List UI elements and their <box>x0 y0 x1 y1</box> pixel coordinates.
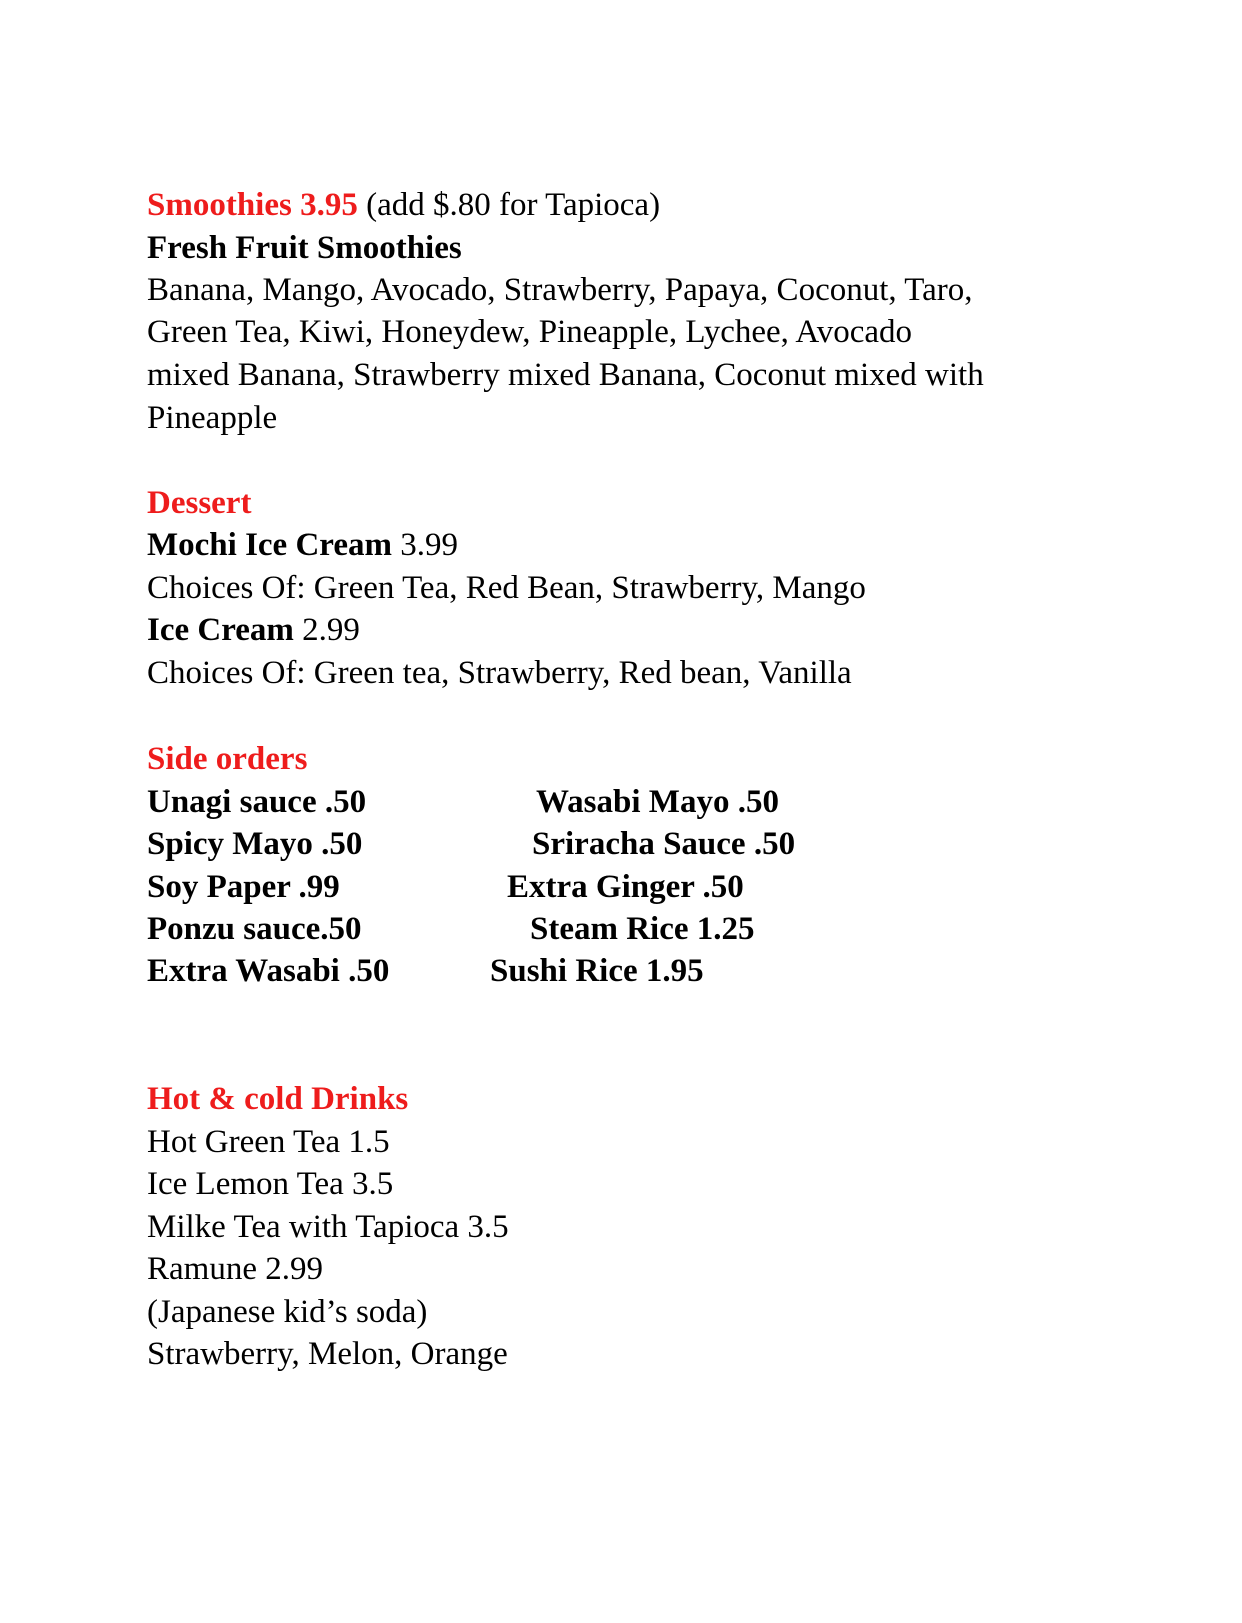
dessert-item-choices: Choices Of: Green tea, Strawberry, Red bean, Vanilla <box>147 655 852 691</box>
smoothies-flavors-line: mixed Banana, Strawberry mixed Banana, Coconut mixed with <box>147 357 984 393</box>
smoothies-subheading: Fresh Fruit Smoothies <box>147 230 462 266</box>
drinks-item: Ramune 2.99 <box>147 1251 323 1287</box>
smoothies-heading-line <box>147 184 660 226</box>
side-order-left: Unagi sauce .50 <box>147 784 367 820</box>
drinks-item: (Japanese kid’s soda) <box>147 1294 428 1330</box>
dessert-item-name: Mochi Ice Cream <box>147 527 392 563</box>
dessert-item-mochi <box>147 524 458 566</box>
side-order-left: Spicy Mayo .50 <box>147 826 363 862</box>
smoothies-flavors-line: Banana, Mango, Avocado, Strawberry, Papaya, Coconut, Taro, <box>147 272 973 308</box>
dessert-item-ice-cream <box>147 609 360 651</box>
drinks-item: Hot Green Tea 1.5 <box>147 1124 390 1160</box>
side-order-right: Steam Rice 1.25 <box>530 911 755 947</box>
drinks-item: Strawberry, Melon, Orange <box>147 1336 508 1372</box>
drinks-heading: Hot & cold Drinks <box>147 1081 409 1117</box>
smoothies-tapioca-note: (add $.80 for Tapioca) <box>357 187 661 223</box>
drinks-item: Ice Lemon Tea 3.5 <box>147 1166 394 1202</box>
dessert-heading: Dessert <box>147 485 252 521</box>
smoothies-heading: Smoothies 3.95 <box>147 187 358 223</box>
side-orders-heading: Side orders <box>147 741 308 777</box>
side-order-left: Extra Wasabi .50 <box>147 953 390 989</box>
side-order-right: Extra Ginger .50 <box>507 869 744 905</box>
dessert-item-name: Ice Cream <box>147 612 294 648</box>
smoothies-flavors-line: Pineapple <box>147 400 278 436</box>
dessert-item-price: 3.99 <box>391 527 458 563</box>
side-order-right: Sushi Rice 1.95 <box>490 953 704 989</box>
drinks-item: Milke Tea with Tapioca 3.5 <box>147 1209 509 1245</box>
side-order-left: Ponzu sauce.50 <box>147 911 362 947</box>
side-order-right: Wasabi Mayo .50 <box>536 784 779 820</box>
side-order-right: Sriracha Sauce .50 <box>532 826 796 862</box>
dessert-item-choices: Choices Of: Green Tea, Red Bean, Strawberry, Mango <box>147 570 866 606</box>
smoothies-flavors-line: Green Tea, Kiwi, Honeydew, Pineapple, Lychee, Avocado <box>147 314 912 350</box>
dessert-item-price: 2.99 <box>293 612 360 648</box>
side-order-left: Soy Paper .99 <box>147 869 340 905</box>
